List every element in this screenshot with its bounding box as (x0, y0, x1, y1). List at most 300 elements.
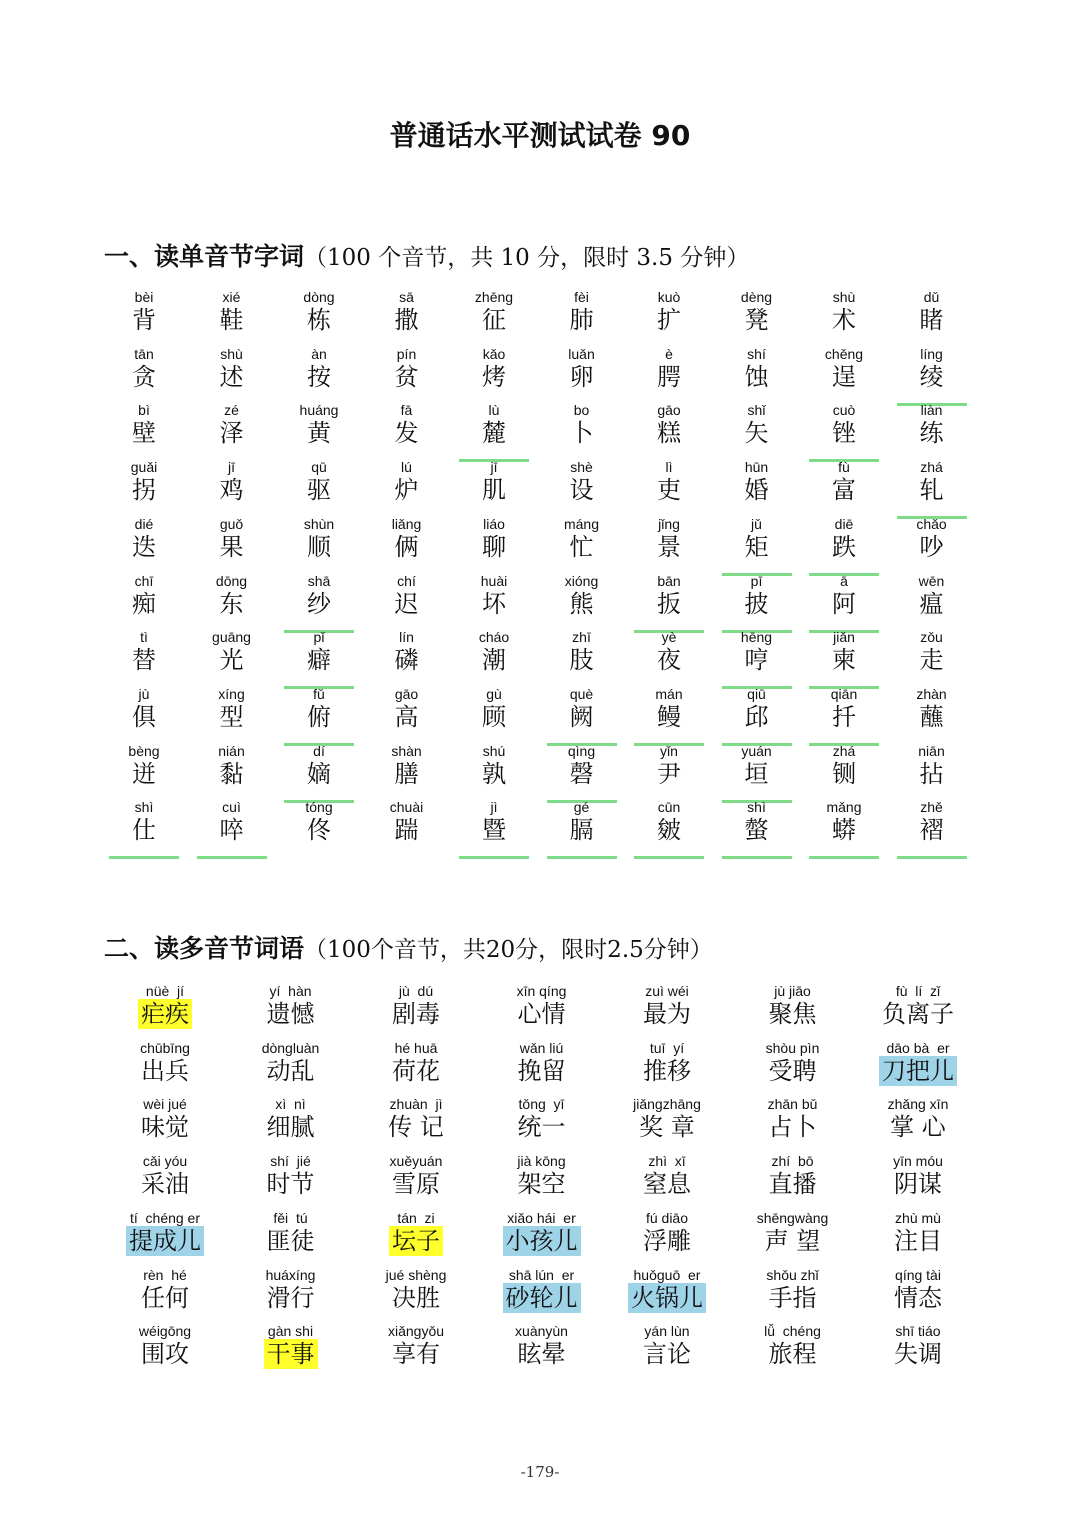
word-cell (231, 1153, 351, 1209)
hanzi: 吏 (657, 476, 681, 505)
pinyin: shú (482, 742, 506, 759)
word-cell (356, 1153, 476, 1209)
char-cell (367, 743, 447, 799)
char-cell (367, 573, 447, 629)
pinyin: gāo (394, 685, 419, 702)
word: 统一 (517, 1113, 566, 1142)
hanzi: 吵 (919, 532, 944, 561)
char-cell (104, 629, 184, 685)
char-cell (104, 743, 184, 799)
word-cell (356, 1096, 476, 1152)
pinyin: shēngwàng (756, 1209, 829, 1226)
green-underline (547, 856, 617, 859)
word-cell (858, 1267, 978, 1323)
pinyin: zhì xī (648, 1153, 686, 1170)
word-cell (356, 1210, 476, 1266)
char-cell (104, 573, 184, 629)
pinyin: shǐ (747, 402, 766, 419)
pinyin: fú diāo (645, 1209, 689, 1226)
hanzi: 拈 (919, 759, 944, 788)
pinyin: shòu pìn (765, 1039, 820, 1056)
word-cell (733, 983, 853, 1039)
pinyin: zhá (920, 459, 943, 476)
char-cell (454, 516, 534, 572)
hanzi: 腭 (657, 362, 681, 391)
pinyin: chěng (824, 345, 864, 362)
pinyin: qíng tài (895, 1266, 941, 1283)
pinyin: xióng (564, 572, 599, 589)
pinyin: diē (834, 515, 854, 532)
pinyin: cuò (832, 402, 856, 419)
char-cell (804, 459, 884, 515)
pinyin: líng (920, 345, 943, 362)
section-1-note: （100 个音节，共 10 分，限时 3.5 分钟） (304, 245, 750, 271)
char-cell (104, 799, 184, 855)
hanzi: 俩 (394, 532, 419, 561)
word-cell (231, 1096, 351, 1152)
char-cell (892, 346, 972, 402)
pinyin: fù lí zǐ (895, 983, 941, 999)
hanzi: 设 (569, 476, 594, 505)
word-cell (105, 1153, 225, 1209)
word: 言论 (643, 1340, 691, 1369)
green-underline (722, 856, 792, 859)
hanzi: 熊 (569, 589, 594, 618)
pinyin: jǔ (751, 515, 762, 532)
hanzi: 嫡 (307, 759, 331, 788)
hanzi: 俯 (307, 702, 331, 731)
char-cell (804, 346, 884, 402)
char-cell (542, 686, 622, 742)
hanzi: 扩 (657, 306, 681, 334)
pinyin: dèng (740, 289, 773, 305)
pinyin: jué shèng (385, 1266, 447, 1283)
pinyin: zhǎng xīn (887, 1096, 949, 1113)
char-cell (454, 573, 534, 629)
word: 剧毒 (392, 1000, 440, 1028)
char-cell (892, 459, 972, 515)
word: 浮雕 (643, 1226, 691, 1255)
pinyin: gāo (657, 402, 681, 419)
word: 心情 (517, 1000, 566, 1028)
char-cell (454, 346, 534, 402)
pinyin: jù dú (398, 983, 434, 999)
hanzi: 阿 (832, 589, 856, 618)
word-cell (105, 1323, 225, 1379)
pinyin: shì (747, 799, 766, 816)
hanzi: 拐 (132, 476, 156, 505)
char-cell (892, 402, 972, 458)
word-cell (607, 1040, 727, 1096)
pinyin: mán (655, 685, 683, 702)
word: 围攻 (141, 1340, 189, 1369)
char-cell (892, 289, 972, 345)
word-cell (105, 983, 225, 1039)
pinyin: è (665, 345, 673, 362)
pinyin: liáo (483, 515, 505, 532)
char-cell (717, 402, 797, 458)
hanzi: 聊 (482, 532, 506, 561)
pinyin: xíng (218, 685, 245, 702)
char-cell (629, 459, 709, 515)
char-cell (279, 629, 359, 685)
word-cell (231, 1323, 351, 1379)
char-cell (804, 516, 884, 572)
pinyin: yǐn (660, 742, 678, 759)
hanzi: 顾 (482, 702, 506, 731)
char-cell (367, 402, 447, 458)
word-cell (105, 1096, 225, 1152)
char-cell (367, 686, 447, 742)
hanzi: 肺 (569, 306, 594, 334)
char-cell (629, 573, 709, 629)
hanzi: 绫 (919, 362, 944, 391)
hanzi: 潮 (482, 646, 506, 675)
char-cell (192, 799, 272, 855)
pinyin: xuěyuán (389, 1153, 443, 1170)
hanzi: 撒 (394, 306, 419, 334)
hanzi: 征 (482, 306, 506, 334)
hanzi: 纱 (307, 589, 331, 618)
hanzi: 俱 (132, 702, 156, 731)
pinyin: nüè jí (145, 983, 185, 999)
hanzi: 黏 (219, 759, 244, 788)
section-2-title: 二、读多音节词语 (104, 934, 305, 963)
pinyin: cūn (657, 799, 681, 816)
pinyin: chūbīng (140, 1039, 190, 1056)
word-cell (482, 1267, 602, 1323)
char-cell (192, 686, 272, 742)
pinyin: shì (134, 799, 154, 816)
highlighted-word: 刀把儿 (879, 1056, 957, 1086)
char-cell (892, 516, 972, 572)
hanzi: 果 (219, 532, 244, 561)
hanzi: 贪 (132, 362, 156, 391)
pinyin: fù (838, 459, 850, 476)
word: 推移 (643, 1056, 691, 1085)
hanzi: 光 (219, 646, 244, 675)
section-2-note: （100个音节，共20分，限时2.5分钟） (304, 937, 713, 963)
green-underline (809, 856, 879, 859)
pinyin: qū (311, 459, 327, 476)
char-cell (104, 686, 184, 742)
char-cell (542, 743, 622, 799)
word-cell (356, 1267, 476, 1323)
hanzi: 孰 (482, 759, 506, 788)
pinyin: zhēng (474, 289, 514, 305)
pinyin: shè (570, 459, 593, 476)
char-cell (192, 289, 272, 345)
pinyin: shā lún er (508, 1266, 575, 1283)
green-underline (897, 856, 967, 859)
word-cell (231, 1267, 351, 1323)
pinyin: shā (307, 572, 331, 589)
char-cell (104, 402, 184, 458)
pinyin: yán lùn (644, 1323, 690, 1340)
pinyin: shǒu zhǐ (766, 1266, 819, 1283)
word-cell (482, 1210, 602, 1266)
hanzi: 披 (744, 589, 769, 618)
pinyin: wéigōng (138, 1323, 192, 1340)
char-cell (104, 346, 184, 402)
pinyin: fèi (574, 289, 589, 305)
word-cell (607, 1096, 727, 1152)
char-cell (367, 629, 447, 685)
word-cell (607, 1153, 727, 1209)
pinyin: zhuàn jì (389, 1096, 443, 1113)
green-underline (634, 856, 704, 859)
hanzi: 铡 (832, 759, 856, 788)
hanzi: 啐 (219, 816, 244, 845)
hanzi: 壁 (132, 419, 156, 448)
char-cell (804, 686, 884, 742)
hanzi: 螫 (744, 816, 769, 845)
pinyin: guāng (212, 629, 251, 646)
char-cell (629, 743, 709, 799)
char-cell (454, 402, 534, 458)
char-cell (542, 289, 622, 345)
hanzi: 高 (394, 702, 419, 731)
hanzi: 瘟 (919, 589, 944, 618)
hanzi: 逞 (832, 362, 856, 391)
hanzi: 婚 (744, 476, 769, 505)
pinyin: guǎi (130, 459, 158, 476)
word: 失调 (894, 1340, 942, 1369)
pinyin: jiǎngzhāng (633, 1096, 701, 1113)
hanzi: 凳 (744, 306, 769, 334)
pinyin: pǐ (313, 629, 325, 646)
pinyin: xuànyùn (515, 1323, 568, 1340)
hanzi: 肌 (482, 476, 506, 505)
hanzi: 跌 (832, 532, 856, 561)
char-cell (542, 402, 622, 458)
highlighted-word: 火锅儿 (628, 1283, 706, 1313)
char-cell (892, 629, 972, 685)
word: 滑行 (266, 1283, 315, 1312)
word-cell (482, 1040, 602, 1096)
word: 受聘 (768, 1056, 817, 1085)
char-cell (454, 289, 534, 345)
char-cell (717, 799, 797, 855)
pinyin: zé (224, 402, 239, 419)
word-cell (607, 1210, 727, 1266)
word-cell (231, 1210, 351, 1266)
hanzi: 轧 (919, 476, 944, 505)
hanzi: 柬 (832, 646, 856, 675)
hanzi: 膳 (394, 759, 419, 788)
hanzi: 佟 (307, 816, 331, 845)
pinyin: zhān bǔ (767, 1096, 818, 1113)
char-cell (717, 629, 797, 685)
pinyin: qìng (567, 742, 596, 759)
pinyin: ā (840, 572, 848, 589)
word-cell (356, 983, 476, 1039)
pinyin: lù (488, 402, 500, 419)
pinyin: wèi jué (143, 1096, 187, 1113)
pinyin: jù jiāo (774, 983, 811, 999)
pinyin: què (569, 685, 594, 702)
hanzi: 富 (832, 476, 856, 505)
word: 味觉 (141, 1113, 189, 1142)
green-underline (459, 856, 529, 859)
hanzi: 哼 (744, 646, 769, 675)
pinyin: tǒng yī (518, 1096, 565, 1113)
word-cell (231, 983, 351, 1039)
word: 注目 (894, 1226, 942, 1255)
char-cell (629, 346, 709, 402)
pinyin: hēng (740, 629, 773, 646)
pinyin: tí chéng er (129, 1209, 201, 1226)
pinyin: guǒ (219, 515, 244, 532)
pinyin: fěi tú (273, 1209, 308, 1226)
hanzi: 卜 (569, 419, 594, 448)
hanzi: 尹 (657, 759, 681, 788)
word-cell (733, 1267, 853, 1323)
word: 手指 (768, 1283, 817, 1312)
pinyin: huài (480, 572, 508, 589)
hanzi: 黄 (307, 419, 331, 448)
word: 窒息 (643, 1170, 691, 1199)
hanzi: 垣 (744, 759, 769, 788)
pinyin: tuī yí (649, 1039, 685, 1056)
pinyin: bèi (134, 289, 154, 305)
word: 任何 (141, 1283, 189, 1312)
pinyin: jī (490, 459, 498, 476)
pinyin: shù (832, 289, 856, 305)
char-cell (717, 743, 797, 799)
hanzi: 烤 (482, 362, 506, 391)
word: 出兵 (141, 1056, 189, 1085)
pinyin: jiǎn (833, 629, 855, 646)
pinyin: shùn (303, 515, 335, 532)
word: 聚焦 (768, 1000, 817, 1028)
pinyin: qiū (747, 685, 766, 702)
hanzi: 踹 (394, 816, 419, 845)
pinyin: bo (573, 402, 590, 419)
word: 直播 (768, 1170, 817, 1199)
hanzi: 矢 (744, 419, 769, 448)
pinyin: wǎn liú (519, 1039, 564, 1056)
pinyin: dòngluàn (261, 1039, 320, 1056)
char-cell (629, 402, 709, 458)
pinyin: bèng (128, 742, 160, 759)
char-cell (279, 743, 359, 799)
char-cell (804, 743, 884, 799)
pinyin: tān (134, 345, 154, 362)
pinyin: shí jié (270, 1153, 311, 1170)
section-1-heading (104, 240, 749, 275)
hanzi: 顺 (307, 532, 331, 561)
word-cell (733, 1096, 853, 1152)
char-cell (804, 799, 884, 855)
hanzi: 矩 (744, 532, 769, 561)
pinyin: zhí bō (771, 1153, 814, 1170)
highlighted-word: 疟疾 (138, 999, 192, 1029)
word: 传 记 (388, 1113, 444, 1142)
char-cell (804, 289, 884, 345)
pinyin: zhī (572, 629, 591, 646)
char-cell (454, 743, 534, 799)
word-cell (858, 1040, 978, 1096)
word-cell (105, 1267, 225, 1323)
pinyin: chǎo (916, 515, 947, 532)
pinyin: shàn (391, 742, 422, 759)
word-cell (482, 1096, 602, 1152)
pinyin: huáng (299, 402, 339, 419)
char-cell (717, 686, 797, 742)
word-cell (733, 1210, 853, 1266)
char-cell (279, 459, 359, 515)
pinyin: zuì wéi (645, 983, 689, 999)
pinyin: fǔ (313, 685, 325, 702)
char-cell (892, 573, 972, 629)
char-cell (367, 799, 447, 855)
word: 旅程 (768, 1340, 817, 1369)
pinyin: qiān (830, 685, 858, 702)
pinyin: yīn móu (893, 1153, 943, 1170)
word: 时节 (266, 1170, 315, 1199)
pinyin: pī (750, 572, 763, 589)
pinyin: xīn qíng (516, 983, 567, 999)
word: 情态 (894, 1283, 942, 1312)
pinyin: liàn (920, 402, 943, 419)
word-cell (733, 1323, 853, 1379)
char-cell (454, 799, 534, 855)
pinyin: liǎng (391, 515, 422, 532)
hanzi: 阙 (569, 702, 594, 731)
pinyin: rèn hé (143, 1266, 187, 1283)
hanzi: 贫 (394, 362, 419, 391)
word: 声 望 (764, 1226, 821, 1255)
char-cell (717, 573, 797, 629)
char-cell (542, 573, 622, 629)
char-cell (279, 799, 359, 855)
hanzi: 替 (132, 646, 156, 675)
char-cell (717, 289, 797, 345)
word-cell (858, 1153, 978, 1209)
pinyin: xiǎngyǒu (387, 1323, 445, 1340)
char-cell (717, 459, 797, 515)
char-cell (104, 516, 184, 572)
char-cell (629, 629, 709, 685)
word-cell (105, 1040, 225, 1096)
pinyin: zhě (920, 799, 943, 816)
pinyin: zhàn (916, 685, 947, 702)
pinyin: zhá (832, 742, 856, 759)
char-cell (542, 629, 622, 685)
hanzi: 卵 (569, 362, 594, 391)
hanzi: 蚀 (744, 362, 769, 391)
pinyin: hé huā (394, 1039, 438, 1056)
pinyin: jù (138, 685, 150, 702)
page-number: -179- (520, 1463, 560, 1481)
pinyin: nián (218, 742, 245, 759)
hanzi: 皴 (657, 816, 681, 845)
pinyin: shī tiáo (895, 1323, 941, 1340)
char-cell (192, 402, 272, 458)
word: 占卜 (768, 1113, 817, 1142)
hanzi: 磬 (569, 759, 594, 788)
word-cell (607, 1323, 727, 1379)
pinyin: tán zi (397, 1209, 435, 1226)
char-cell (542, 799, 622, 855)
word-cell (607, 1267, 727, 1323)
hanzi: 仕 (132, 816, 156, 845)
pinyin: yí hàn (269, 983, 312, 999)
char-cell (192, 346, 272, 402)
pinyin: lín (399, 629, 414, 646)
pinyin: zhù mù (895, 1209, 941, 1226)
